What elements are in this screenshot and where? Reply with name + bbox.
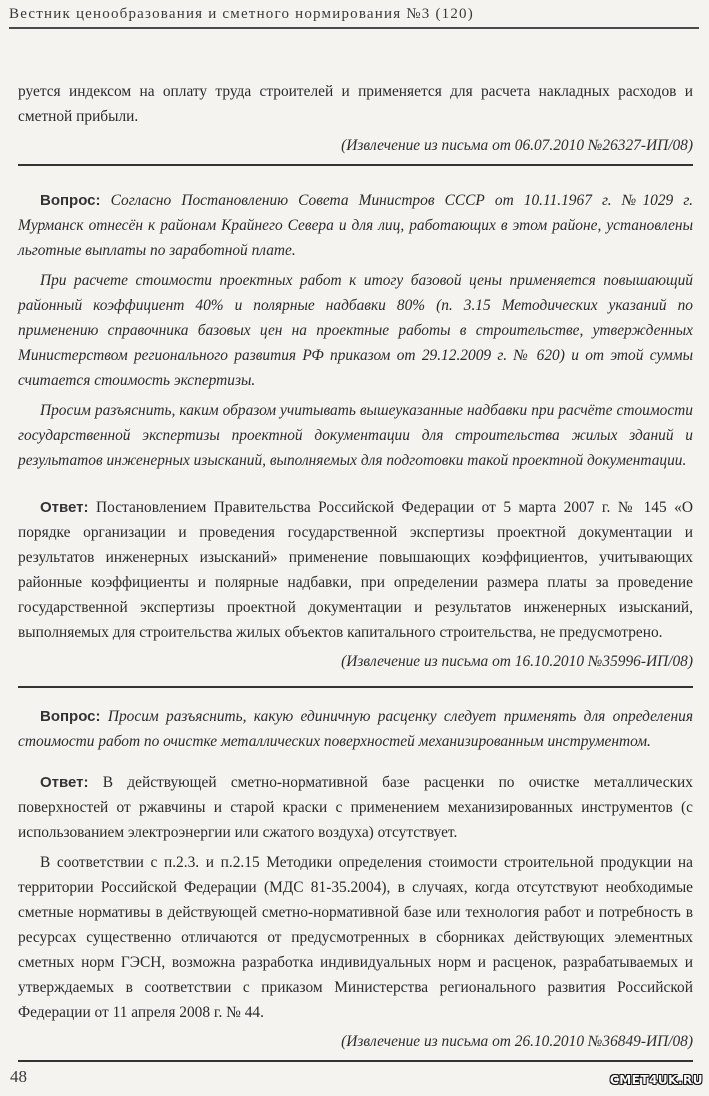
question-1-paragraph-3: Просим разъяснить, каким образом учитывать вышеуказанные надбавки при расчёте стоимости государственной экспертизы проектной документации для строительства жилых зданий и результатов инженерных изысканий, выполняемых для подготовки такой проектной документации. bbox=[18, 402, 693, 469]
answer-label: Ответ: bbox=[40, 774, 89, 791]
section-divider bbox=[18, 686, 693, 688]
intro-block bbox=[18, 79, 693, 158]
page-number: 48 bbox=[10, 1067, 27, 1086]
answer-2-paragraph-2: В соответствии с п.2.3. и п.2.15 Методики определения стоимости строительной продукции на территории Российской Федерации (МДС 81-35.2004), в случаях, когда отсутствуют необходимые сметные нормативы в действующей сметно-нормативной базе или технология работ и потребность в ресурсах существенно отличаются от предусмотренных в сборниках действующих элементных сметных норм ГЭСН, возможна разработка индивидуальных норм и расценок, разрабатываемых и утверждаемых в соответствии с приказом Министерства регионального развития Российской Федерации от 11 апреля 2008 г. № 44. bbox=[18, 854, 693, 1021]
site-watermark: СМЕТ4UK.RU bbox=[609, 1073, 703, 1087]
question-2-text: Просим разъяснить, какую единичную расценку следует применять для определения стоимости работ по очистке металлических поверхностей механизированным инструментом. bbox=[18, 708, 693, 750]
question-1-paragraph-2: При расчете стоимости проектных работ к итогу базовой цены применяется повышающий районный коэффициент 40% и полярные надбавки 80% (п. 3.15 Методических указаний по применению справочника базовых цен на проектные работы в строительстве, утвержденных Министерством регионального развития РФ приказом от 29.12.2009 г. № 620) и от этой суммы считается стоимость экспертизы. bbox=[18, 272, 693, 389]
question-label: Вопрос: bbox=[40, 708, 101, 725]
answer-2-paragraph bbox=[18, 770, 693, 845]
section-divider bbox=[18, 164, 693, 166]
answer-2-source: (Извлечение из письма от 26.10.2010 №36849-ИП/08) bbox=[341, 1033, 693, 1050]
header-rule bbox=[9, 27, 699, 29]
running-header: Вестник ценообразования и сметного нормирования №3 (120) bbox=[9, 6, 474, 22]
answer-1-source: (Извлечение из письма от 16.10.2010 №35996-ИП/08) bbox=[341, 653, 693, 670]
answer-block-2 bbox=[18, 770, 693, 1054]
question-1-paragraph bbox=[18, 188, 693, 263]
question-label: Вопрос: bbox=[40, 192, 101, 209]
question-1-text: Согласно Постановлению Совета Министров СССР от 10.11.1967 г. №1029 г. Мурманск отнесён к районам Крайнего Севера и для лиц, работающих в этом районе, установлены льготные выплаты по заработной плате. bbox=[18, 192, 693, 259]
qa-block-2 bbox=[18, 704, 693, 754]
intro-paragraph: руется индексом на оплату труда строителей и применяется для расчета накладных расходов и сметной прибыли. bbox=[18, 83, 693, 125]
answer-block-1 bbox=[18, 495, 693, 674]
question-2-paragraph bbox=[18, 704, 693, 754]
answer-label: Ответ: bbox=[40, 499, 89, 516]
intro-source: (Извлечение из письма от 06.07.2010 №26327-ИП/08) bbox=[341, 137, 693, 154]
answer-2-text: В действующей сметно-нормативной базе расценки по очистке металлических поверхностей от ржавчины и старой краски с применением механизированных инструментов (с использованием электроэнергии или сжатого воздуха) отсутствует. bbox=[18, 774, 693, 841]
answer-1-text: Постановлением Правительства Российской Федерации от 5 марта 2007 г. № 145 «О порядке организации и проведения государственной экспертизы проектной документации и результатов инженерных изысканий» применение повышающих коэффициентов, учитывающих районные коэффициенты и полярные надбавки, при определении размера платы за проведение государственной экспертизы проектной документации и результатов инженерных изысканий, выполняемых для строительства жилых объектов капитального строительства, не предусмотрено. bbox=[18, 499, 693, 641]
qa-block-1 bbox=[18, 188, 693, 473]
footer-rule bbox=[18, 1060, 693, 1062]
answer-1-paragraph bbox=[18, 495, 693, 645]
page-footer bbox=[10, 1066, 703, 1088]
